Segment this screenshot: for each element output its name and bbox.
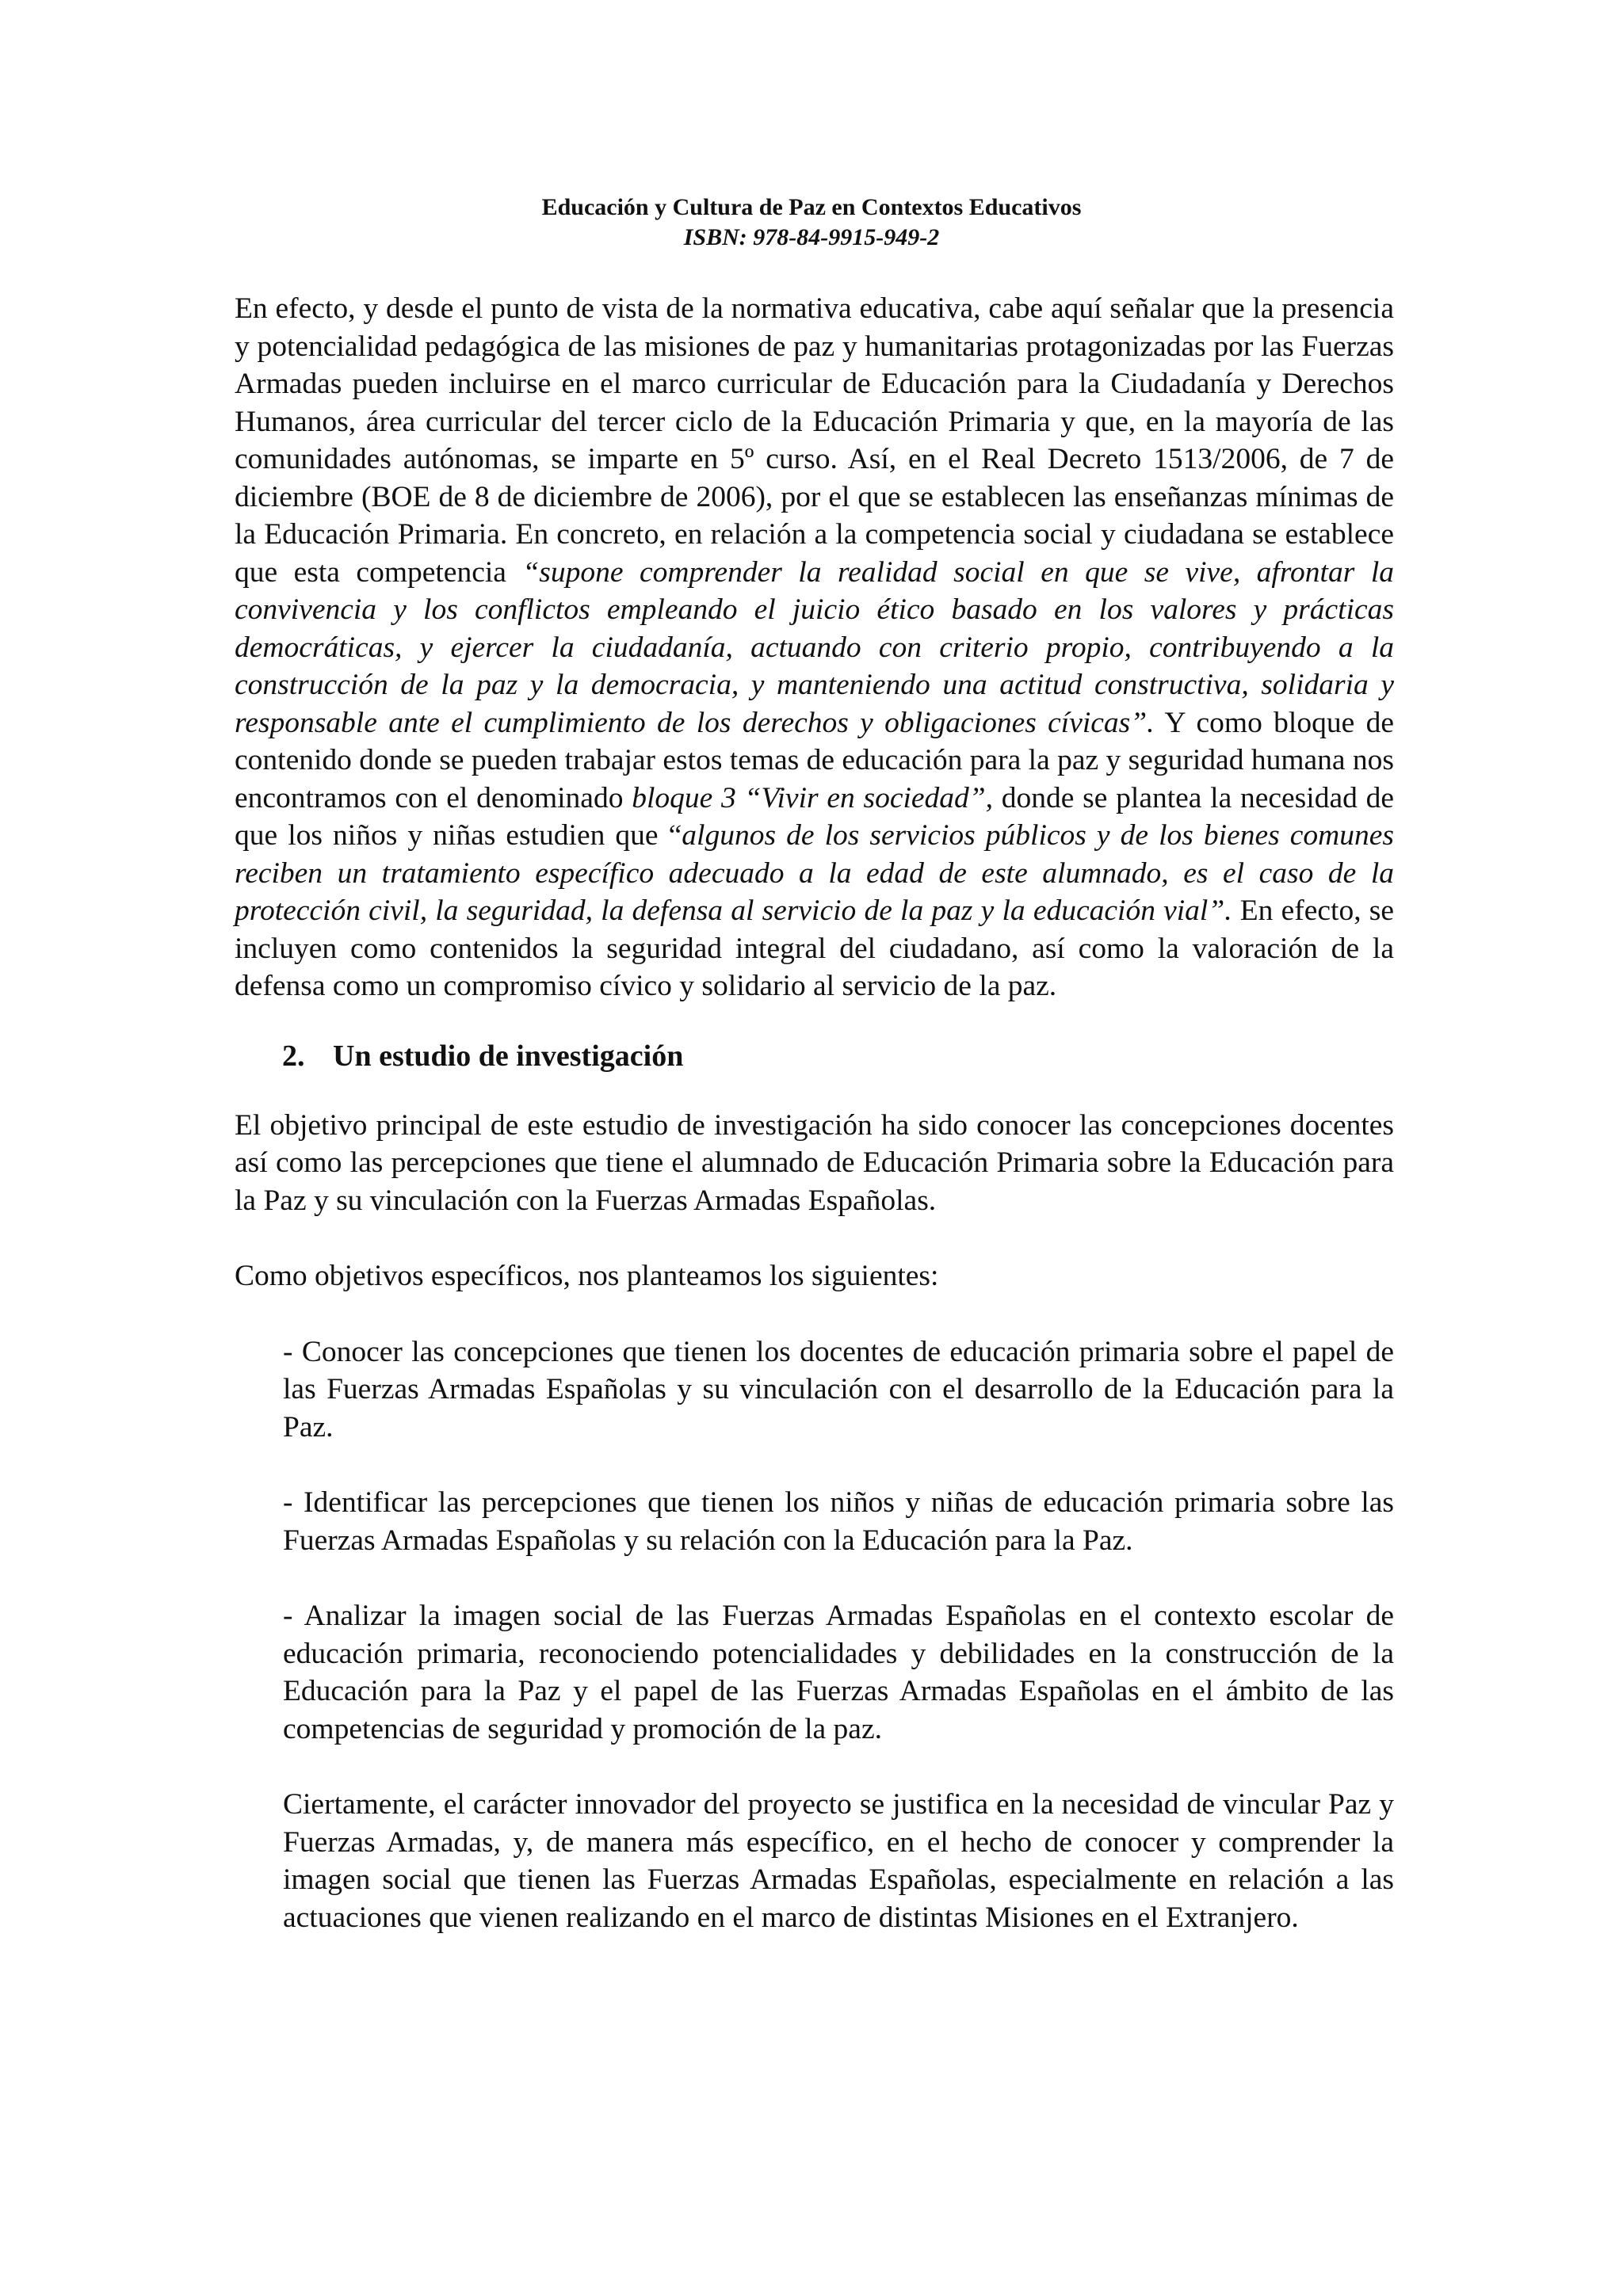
section-number: 2.: [282, 1039, 305, 1073]
running-header: [0, 193, 1623, 253]
objective-item: - Identificar las percepciones que tienen los niños y niñas de educación primaria sobre las Fuerzas Armadas Españolas y su relación con la Educación para la Paz.: [283, 1486, 1394, 1557]
paragraph-text: En efecto, se incluyen como contenidos la seguridad integral del ciudadano, así como la valoración de la defensa como un compromiso cívico y solidario al servicio de la paz.: [235, 894, 1394, 1002]
objective-item: - Analizar la imagen social de las Fuerzas Armadas Españolas en el contexto escolar de educación primaria, reconociendo potencialidades y debilidades en la construcción de la Educación para la Paz y el papel de las Fuerzas Armadas Españolas en el ámbito de las competencias de seguridad y promoción de la paz.: [283, 1600, 1394, 1745]
objective-item: - Conocer las concepciones que tienen los docentes de educación primaria sobre el papel de las Fuerzas Armadas Españolas y su vinculación con el desarrollo de la Educación para la Paz.: [283, 1335, 1394, 1444]
paragraph-objetivo: El objetivo principal de este estudio de investigación ha sido conocer las concepciones docentes así como las percepciones que tiene el alumnado de Educación Primaria sobre la Educación para la Paz y su vinculación con la Fuerzas Armadas Españolas.: [235, 1108, 1394, 1217]
section-heading: [282, 1037, 1394, 1075]
paragraph-objetivos-intro: Como objetivos específicos, nos planteamos los siguientes:: [235, 1260, 939, 1292]
paragraph-innovador: Ciertamente, el carácter innovador del proyecto se justifica en la necesidad de vincular Paz y Fuerzas Armadas, y, de manera más específico, en el hecho de conocer y comprender la imagen social que tienen las Fuerzas Armadas Españolas, especialmente en relación a las actuaciones que vienen realizando en el marco de distintas Misiones en el Extranjero.: [283, 1788, 1394, 1934]
quote-servicios: algunos de los servicios públicos y de los bienes comunes reciben un tratamiento específico adecuado a la edad de este alumnado, es el caso de la protección civil, la seguridad, la defensa al servicio de la paz y la educación vial”.: [235, 819, 1394, 927]
paragraph-text: Y como bloque de contenido donde se pueden trabajar estos temas de educación para la paz y seguridad humana nos encontramos con el denominado: [235, 706, 1394, 814]
header-isbn: ISBN: 978-84-9915-949-2: [683, 224, 940, 250]
header-title: Educación y Cultura de Paz en Contextos Educativos: [541, 194, 1082, 220]
paragraph-normativa: [235, 290, 1394, 1005]
paragraph-text: En efecto, y desde el punto de vista de la normativa educativa, cabe aquí señalar que la presencia y potencialidad pedagógica de las misiones de paz y humanitarias protagonizadas por las Fuerzas Armadas pueden incluirse en el marco curricular de Educación para la Ciudadanía y Derechos Humanos, área curricular del tercer ciclo de la Educación Primaria y que, en la mayoría de las comunidades autónomas, se imparte en 5º curso. Así, en el Real Decreto 1513/2006, de 7 de diciembre (BOE de 8 de diciembre de 2006), por el que se establecen las enseñanzas mínimas de la Educación Primaria. En concreto, en relación a la competencia social y ciudadana se establece que esta competencia: [235, 292, 1394, 589]
paragraph-text: donde se plantea la necesidad de que los niños y niñas estudien que “: [235, 781, 1394, 852]
section-title: Un estudio de investigación: [333, 1039, 684, 1073]
document-body: [235, 290, 1394, 1936]
quote-competencia: “supone comprender la realidad social en que se vive, afrontar la convivencia y los conflictos empleando el juicio ético basado en los valores y prácticas democráticas, y ejercer la ciudadanía, actuando con criterio propio, contribuyendo a la construcción de la paz y la democracia, y manteniendo una actitud constructiva, solidaria y responsable ante el cumplimiento de los derechos y obligaciones cívicas”.: [235, 555, 1394, 739]
block-name: bloque 3 “Vivir en sociedad”,: [632, 781, 994, 814]
